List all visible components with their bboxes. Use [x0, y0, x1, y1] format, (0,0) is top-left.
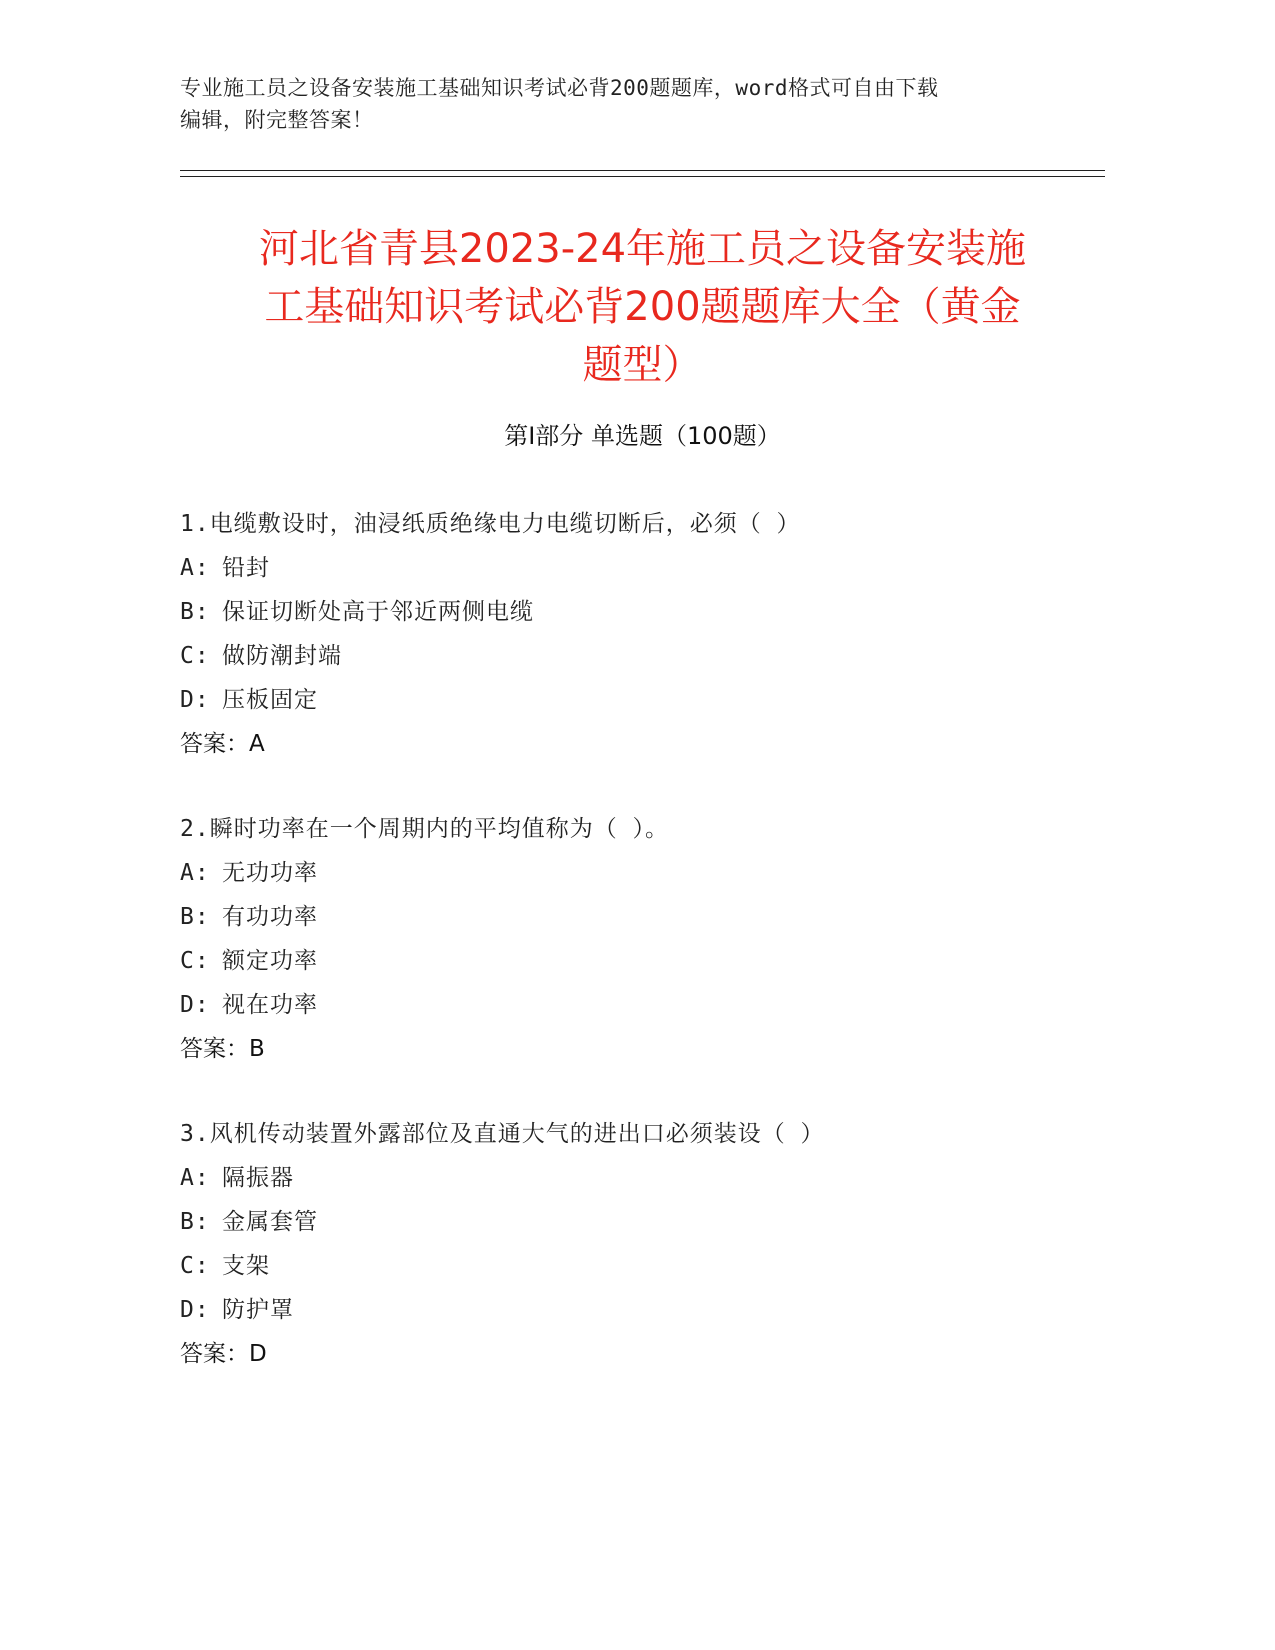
- option-b: [180, 590, 1105, 634]
- option-letter: D:: [180, 1297, 210, 1323]
- option-text: 隔振器: [222, 1165, 294, 1191]
- option-text: 铅封: [222, 555, 270, 581]
- header-divider-top: [180, 170, 1105, 171]
- option-text: 有功功率: [222, 904, 318, 930]
- question-stem: 1.电缆敷设时，油浸纸质绝缘电力电缆切断后，必须（ ）: [180, 511, 801, 537]
- option-letter: B:: [180, 599, 210, 625]
- option-letter: A:: [180, 860, 210, 886]
- option-text: 防护罩: [222, 1297, 294, 1323]
- option-text: 无功功率: [222, 860, 318, 886]
- option-letter: C:: [180, 643, 210, 669]
- option-c: [180, 634, 1105, 678]
- document-title-line-1: 河北省青县2023-24年施工员之设备安装施: [258, 226, 1027, 272]
- option-letter: C:: [180, 1253, 210, 1279]
- option-letter: D:: [180, 687, 210, 713]
- option-a: [180, 851, 1105, 895]
- option-d: [180, 678, 1105, 722]
- option-text: 做防潮封端: [222, 643, 342, 669]
- option-b: [180, 895, 1105, 939]
- answer: 答案：A: [180, 731, 265, 757]
- document-title: [180, 220, 1105, 394]
- option-d: [180, 1288, 1105, 1332]
- option-text: 支架: [222, 1253, 270, 1279]
- section-title: 第I部分 单选题（100题）: [504, 422, 781, 450]
- question-stem: 3.风机传动装置外露部位及直通大气的进出口必须装设（ ）: [180, 1121, 825, 1147]
- question-1: [180, 502, 1105, 766]
- header-divider-bottom: [180, 176, 1105, 177]
- option-d: [180, 983, 1105, 1027]
- option-c: [180, 1244, 1105, 1288]
- question-3: [180, 1112, 1105, 1376]
- option-text: 额定功率: [222, 948, 318, 974]
- header-note-line-1: 专业施工员之设备安装施工基础知识考试必背200题题库，word格式可自由下载: [180, 76, 939, 100]
- document-title-line-3: 题型）: [582, 342, 703, 388]
- header-note-line-2: 编辑，附完整答案！: [180, 108, 374, 132]
- option-text: 视在功率: [222, 992, 318, 1018]
- option-letter: A:: [180, 1165, 210, 1191]
- question-2: [180, 807, 1105, 1071]
- option-b: [180, 1200, 1105, 1244]
- document-title-line-2: 工基础知识考试必背200题题库大全（黄金: [264, 284, 1021, 330]
- option-letter: B:: [180, 1209, 210, 1235]
- option-a: [180, 1156, 1105, 1200]
- option-letter: B:: [180, 904, 210, 930]
- answer: 答案：B: [180, 1036, 265, 1062]
- option-text: 保证切断处高于邻近两侧电缆: [222, 599, 534, 625]
- option-a: [180, 546, 1105, 590]
- option-c: [180, 939, 1105, 983]
- header-note: [180, 72, 1060, 136]
- option-letter: A:: [180, 555, 210, 581]
- question-stem: 2.瞬时功率在一个周期内的平均值称为（ ）。: [180, 816, 670, 842]
- option-letter: D:: [180, 992, 210, 1018]
- option-text: 金属套管: [222, 1209, 318, 1235]
- option-text: 压板固定: [222, 687, 318, 713]
- answer: 答案：D: [180, 1341, 267, 1367]
- option-letter: C:: [180, 948, 210, 974]
